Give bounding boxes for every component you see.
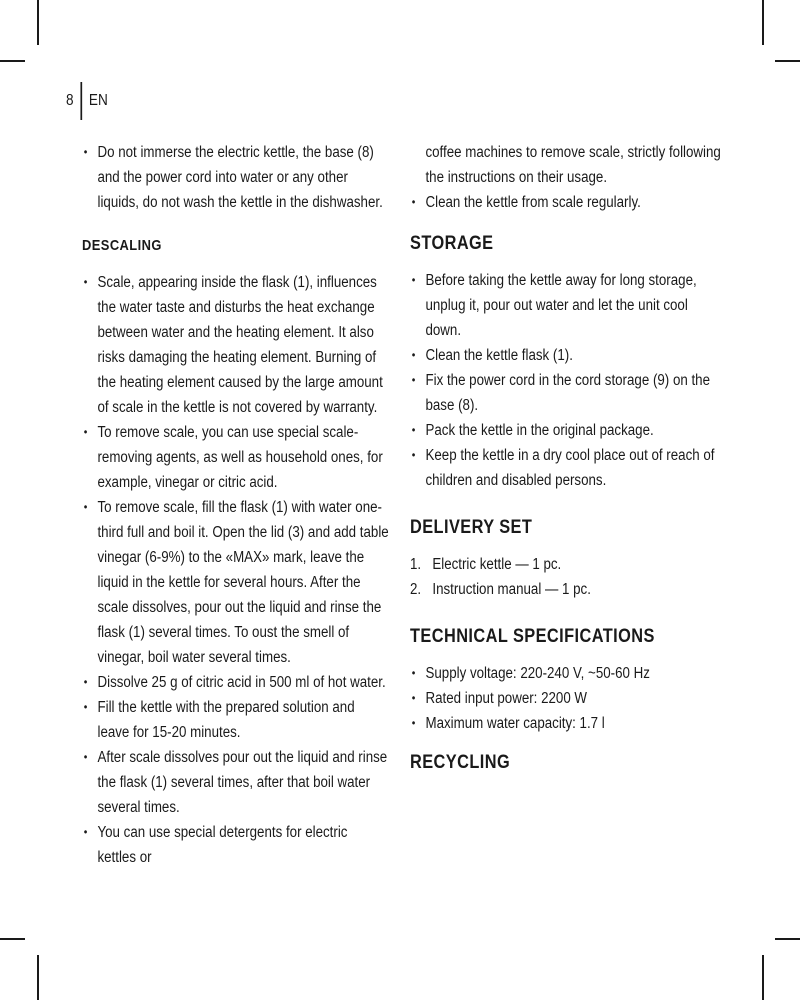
list-item: • Do not immerse the electric kettle, the base (8) and the power cord into water or any other liquids, do not wash the kettle in the dishwasher. <box>82 140 389 215</box>
crop-mark-top-right-h <box>775 60 800 62</box>
crop-mark-bottom-left-h <box>0 938 25 940</box>
header-divider <box>80 82 82 120</box>
storage-heading: STORAGE <box>410 233 494 254</box>
list-item: • To remove scale, you can use special scale-removing agents, as well as household ones, for example, vinegar or citric acid. <box>82 420 389 495</box>
continuation-text: coffee machines to remove scale, strictly following the instructions on their usage. <box>425 144 721 186</box>
language-label: EN <box>88 92 108 109</box>
list-number: 1. <box>410 556 422 573</box>
storage-list <box>410 268 721 493</box>
list-text: Electric kettle — 1 pc. <box>432 556 562 573</box>
left-column <box>82 140 390 870</box>
delivery-heading: DELIVERY SET <box>410 517 533 538</box>
list-item: • You can use special detergents for electric kettles or <box>82 820 389 870</box>
page-header <box>66 82 108 120</box>
list-item: • Before taking the kettle away for long storage, unplug it, pour out water and let the unit cool down. <box>410 268 721 343</box>
list-item: • To remove scale, fill the flask (1) with water one-third full and boil it. Open the lid (3) and add table vinegar (6-9%) to the «MAX» mark, leave the liquid in the kettle for several hours. After the scale dissolves, pour out the liquid and rinse the flask (1) several times. To oust the smell of vinegar, boil water several times. <box>82 495 389 670</box>
list-item: • Clean the kettle from scale regularly. <box>410 190 721 215</box>
crop-mark-bottom-right-h <box>775 938 800 940</box>
intro-list <box>82 140 389 215</box>
list-item: • Clean the kettle flask (1). <box>410 343 721 368</box>
list-item <box>410 577 721 602</box>
continuation-list <box>410 190 721 215</box>
list-item <box>410 552 721 577</box>
crop-mark-top-right-v <box>762 0 764 45</box>
list-item: • Keep the kettle in a dry cool place out of reach of children and disabled persons. <box>410 443 721 493</box>
list-item: • Fix the power cord in the cord storage (9) on the base (8). <box>410 368 721 418</box>
crop-mark-top-left-h <box>0 60 25 62</box>
list-text: Instruction manual — 1 pc. <box>432 581 591 598</box>
list-item: • Supply voltage: 220-240 V, ~50-60 Hz <box>410 661 721 686</box>
list-item: • Scale, appearing inside the flask (1), influences the water taste and disturbs the heat exchange between water and the heating element. It also risks damaging the heating element. Burning of the heating element caused by the large amount of scale in the kettle is not covered by warranty. <box>82 270 389 420</box>
crop-mark-bottom-left-v <box>37 955 39 1000</box>
list-item: • Maximum water capacity: 1.7 l <box>410 711 721 736</box>
crop-mark-top-left-v <box>37 0 39 45</box>
page-number: 8 <box>66 92 74 109</box>
descaling-heading: DESCALING <box>82 237 162 254</box>
list-item: • Pack the kettle in the original package. <box>410 418 721 443</box>
right-column <box>410 140 722 787</box>
list-item: • Rated input power: 2200 W <box>410 686 721 711</box>
list-item: • After scale dissolves pour out the liquid and rinse the flask (1) several times, after that boil water several times. <box>82 745 389 820</box>
specs-list <box>410 661 721 736</box>
recycling-heading: RECYCLING <box>410 752 511 773</box>
crop-mark-bottom-right-v <box>762 955 764 1000</box>
descaling-list <box>82 270 389 870</box>
list-number: 2. <box>410 581 422 598</box>
delivery-list <box>410 552 721 602</box>
list-item: • Dissolve 25 g of citric acid in 500 ml of hot water. <box>82 670 389 695</box>
list-item: • Fill the kettle with the prepared solution and leave for 15-20 minutes. <box>82 695 389 745</box>
specs-heading: TECHNICAL SPECIFICATIONS <box>410 626 655 647</box>
